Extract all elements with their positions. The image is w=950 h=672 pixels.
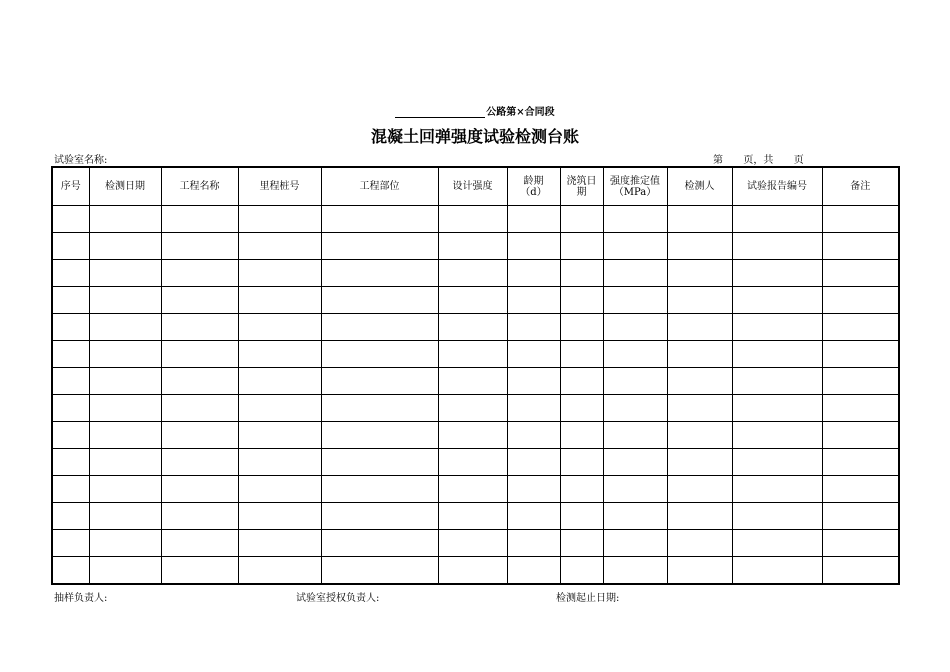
table-cell[interactable] <box>603 287 667 314</box>
table-cell[interactable] <box>667 557 732 585</box>
table-cell[interactable] <box>560 314 603 341</box>
table-cell[interactable] <box>52 530 89 557</box>
table-cell[interactable] <box>52 503 89 530</box>
table-cell[interactable] <box>603 476 667 503</box>
table-cell[interactable] <box>238 260 321 287</box>
table-cell[interactable] <box>667 206 732 233</box>
table-cell[interactable] <box>822 287 899 314</box>
ledger-body <box>52 206 899 585</box>
table-cell[interactable] <box>438 287 507 314</box>
col-header-inspector: 检测人 <box>667 167 732 206</box>
table-cell[interactable] <box>238 341 321 368</box>
table-cell[interactable] <box>560 395 603 422</box>
table-cell[interactable] <box>822 260 899 287</box>
table-cell[interactable] <box>161 530 238 557</box>
date-range-label: 检测起止日期: <box>556 593 620 604</box>
table-cell[interactable] <box>238 233 321 260</box>
table-cell[interactable] <box>438 233 507 260</box>
table-cell[interactable] <box>560 206 603 233</box>
table-cell[interactable] <box>667 476 732 503</box>
table-cell[interactable] <box>438 557 507 585</box>
table-cell[interactable] <box>603 530 667 557</box>
table-cell[interactable] <box>603 206 667 233</box>
table-cell[interactable] <box>732 341 822 368</box>
table-cell[interactable] <box>560 422 603 449</box>
table-cell[interactable] <box>89 314 161 341</box>
table-cell[interactable] <box>238 530 321 557</box>
table-cell[interactable] <box>89 557 161 585</box>
col-header-project-part: 工程部位 <box>321 167 438 206</box>
table-cell[interactable] <box>161 287 238 314</box>
table-row <box>52 233 899 260</box>
table-cell[interactable] <box>507 287 560 314</box>
table-cell[interactable] <box>52 314 89 341</box>
table-cell[interactable] <box>507 206 560 233</box>
table-cell[interactable] <box>507 449 560 476</box>
table-cell[interactable] <box>52 476 89 503</box>
table-cell[interactable] <box>732 557 822 585</box>
table-cell[interactable] <box>52 395 89 422</box>
table-row <box>52 341 899 368</box>
table-cell[interactable] <box>507 476 560 503</box>
table-row <box>52 260 899 287</box>
table-cell[interactable] <box>603 368 667 395</box>
table-cell[interactable] <box>321 449 438 476</box>
table-cell[interactable] <box>822 530 899 557</box>
table-cell[interactable] <box>732 206 822 233</box>
table-cell[interactable] <box>161 233 238 260</box>
table-cell[interactable] <box>321 476 438 503</box>
table-cell[interactable] <box>560 287 603 314</box>
table-cell[interactable] <box>238 314 321 341</box>
table-cell[interactable] <box>560 260 603 287</box>
table-cell[interactable] <box>507 314 560 341</box>
table-cell[interactable] <box>161 476 238 503</box>
table-cell[interactable] <box>822 503 899 530</box>
table-cell[interactable] <box>822 422 899 449</box>
col-header-age: 龄期 （d） <box>507 167 560 206</box>
table-cell[interactable] <box>89 476 161 503</box>
table-row <box>52 557 899 585</box>
table-cell[interactable] <box>507 233 560 260</box>
page-label-di: 第 <box>713 155 723 166</box>
table-cell[interactable] <box>321 206 438 233</box>
table-cell[interactable] <box>667 233 732 260</box>
table-cell[interactable] <box>560 557 603 585</box>
table-cell[interactable] <box>822 206 899 233</box>
table-cell[interactable] <box>732 260 822 287</box>
table-cell[interactable] <box>507 341 560 368</box>
table-cell[interactable] <box>667 449 732 476</box>
page-title: 混凝土回弹强度试验检测台账 <box>370 127 579 146</box>
table-cell[interactable] <box>507 395 560 422</box>
table-cell[interactable] <box>732 368 822 395</box>
table-cell[interactable] <box>321 233 438 260</box>
col-header-report-number: 试验报告编号 <box>732 167 822 206</box>
table-cell[interactable] <box>238 368 321 395</box>
page-number-line <box>713 151 804 166</box>
table-row <box>52 314 899 341</box>
table-cell[interactable] <box>321 557 438 585</box>
table-cell[interactable] <box>161 395 238 422</box>
table-cell[interactable] <box>238 449 321 476</box>
table-cell[interactable] <box>52 287 89 314</box>
table-cell[interactable] <box>560 341 603 368</box>
table-cell[interactable] <box>667 530 732 557</box>
table-cell[interactable] <box>321 314 438 341</box>
col-header-estimated-strength: 强度推定值 （MPa） <box>603 167 667 206</box>
table-cell[interactable] <box>321 287 438 314</box>
table-cell[interactable] <box>238 287 321 314</box>
table-cell[interactable] <box>238 206 321 233</box>
col-header-project-name: 工程名称 <box>161 167 238 206</box>
table-cell[interactable] <box>238 476 321 503</box>
col-header-remarks: 备注 <box>822 167 899 206</box>
table-cell[interactable] <box>603 557 667 585</box>
table-cell[interactable] <box>603 395 667 422</box>
table-row <box>52 368 899 395</box>
table-cell[interactable] <box>438 260 507 287</box>
table-cell[interactable] <box>321 530 438 557</box>
table-cell[interactable] <box>89 530 161 557</box>
page-label-ye: 页 <box>793 155 804 166</box>
table-cell[interactable] <box>507 422 560 449</box>
table-cell[interactable] <box>161 368 238 395</box>
table-cell[interactable] <box>321 503 438 530</box>
page-label-ye-gong: 页，共 <box>743 155 774 166</box>
header-row <box>52 167 899 206</box>
table-cell[interactable] <box>507 260 560 287</box>
table-cell[interactable] <box>822 368 899 395</box>
table-cell[interactable] <box>89 368 161 395</box>
table-cell[interactable] <box>603 233 667 260</box>
table-cell[interactable] <box>667 260 732 287</box>
table-row <box>52 476 899 503</box>
table-cell[interactable] <box>52 449 89 476</box>
table-row <box>52 530 899 557</box>
table-cell[interactable] <box>822 395 899 422</box>
table-cell[interactable] <box>667 341 732 368</box>
table-cell[interactable] <box>560 449 603 476</box>
table-cell[interactable] <box>52 341 89 368</box>
table-cell[interactable] <box>89 422 161 449</box>
table-cell[interactable] <box>438 341 507 368</box>
table-cell[interactable] <box>238 503 321 530</box>
table-cell[interactable] <box>732 314 822 341</box>
table-cell[interactable] <box>603 449 667 476</box>
table-cell[interactable] <box>603 422 667 449</box>
table-row <box>52 503 899 530</box>
table-cell[interactable] <box>732 233 822 260</box>
table-cell[interactable] <box>438 503 507 530</box>
table-cell[interactable] <box>161 503 238 530</box>
table-cell[interactable] <box>438 368 507 395</box>
contract-section-line <box>0 103 950 118</box>
table-cell[interactable] <box>89 341 161 368</box>
table-cell[interactable] <box>603 314 667 341</box>
table-cell[interactable] <box>667 503 732 530</box>
table-cell[interactable] <box>560 476 603 503</box>
lab-name-label: 试验室名称: <box>54 155 108 166</box>
table-cell[interactable] <box>667 368 732 395</box>
table-cell[interactable] <box>732 395 822 422</box>
table-cell[interactable] <box>89 287 161 314</box>
col-header-design-strength: 设计强度 <box>438 167 507 206</box>
table-cell[interactable] <box>732 449 822 476</box>
table-cell[interactable] <box>822 341 899 368</box>
table-cell[interactable] <box>822 314 899 341</box>
contract-section-label: 公路第×合同段 <box>486 107 555 118</box>
table-cell[interactable] <box>89 503 161 530</box>
table-cell[interactable] <box>89 206 161 233</box>
table-cell[interactable] <box>603 503 667 530</box>
table-cell[interactable] <box>238 422 321 449</box>
table-cell[interactable] <box>438 476 507 503</box>
table-row <box>52 206 899 233</box>
table-cell[interactable] <box>438 422 507 449</box>
table-cell[interactable] <box>438 449 507 476</box>
table-cell[interactable] <box>667 287 732 314</box>
table-cell[interactable] <box>52 206 89 233</box>
table-cell[interactable] <box>89 233 161 260</box>
table-cell[interactable] <box>52 557 89 585</box>
table-cell[interactable] <box>161 206 238 233</box>
table-cell[interactable] <box>667 314 732 341</box>
table-cell[interactable] <box>161 422 238 449</box>
table-cell[interactable] <box>507 557 560 585</box>
table-cell[interactable] <box>603 260 667 287</box>
table-cell[interactable] <box>732 530 822 557</box>
table-cell[interactable] <box>507 530 560 557</box>
table-cell[interactable] <box>238 395 321 422</box>
table-cell[interactable] <box>732 476 822 503</box>
table-cell[interactable] <box>507 503 560 530</box>
table-cell[interactable] <box>438 206 507 233</box>
table-cell[interactable] <box>822 557 899 585</box>
table-row <box>52 287 899 314</box>
authorized-person-label: 试验室授权负责人: <box>296 593 380 604</box>
table-cell[interactable] <box>161 341 238 368</box>
table-cell[interactable] <box>822 476 899 503</box>
table-cell[interactable] <box>89 449 161 476</box>
table-cell[interactable] <box>507 368 560 395</box>
col-header-test-date: 检测日期 <box>89 167 161 206</box>
table-cell[interactable] <box>321 422 438 449</box>
table-cell[interactable] <box>321 368 438 395</box>
table-cell[interactable] <box>560 233 603 260</box>
table-cell[interactable] <box>321 395 438 422</box>
table-cell[interactable] <box>161 557 238 585</box>
table-cell[interactable] <box>667 395 732 422</box>
col-header-pour-date: 浇筑日 期 <box>560 167 603 206</box>
table-cell[interactable] <box>438 530 507 557</box>
project-name-blank <box>395 107 485 118</box>
table-cell[interactable] <box>560 503 603 530</box>
table-cell[interactable] <box>732 422 822 449</box>
sampler-label: 抽样负责人: <box>54 593 108 604</box>
table-cell[interactable] <box>161 260 238 287</box>
table-cell[interactable] <box>560 368 603 395</box>
table-cell[interactable] <box>438 314 507 341</box>
ledger-table <box>51 166 900 585</box>
table-cell[interactable] <box>89 395 161 422</box>
table-row <box>52 449 899 476</box>
table-cell[interactable] <box>52 233 89 260</box>
table-cell[interactable] <box>89 260 161 287</box>
table-row <box>52 422 899 449</box>
table-cell[interactable] <box>52 422 89 449</box>
table-cell[interactable] <box>161 314 238 341</box>
table-cell[interactable] <box>732 287 822 314</box>
col-header-index: 序号 <box>52 167 89 206</box>
table-cell[interactable] <box>321 260 438 287</box>
table-cell[interactable] <box>667 422 732 449</box>
col-header-chainage: 里程桩号 <box>238 167 321 206</box>
table-cell[interactable] <box>238 557 321 585</box>
table-cell[interactable] <box>822 449 899 476</box>
table-cell[interactable] <box>603 341 667 368</box>
table-cell[interactable] <box>732 503 822 530</box>
table-cell[interactable] <box>438 395 507 422</box>
table-cell[interactable] <box>321 341 438 368</box>
table-cell[interactable] <box>560 530 603 557</box>
table-row <box>52 395 899 422</box>
table-cell[interactable] <box>822 233 899 260</box>
table-cell[interactable] <box>161 449 238 476</box>
table-cell[interactable] <box>52 368 89 395</box>
table-cell[interactable] <box>52 260 89 287</box>
